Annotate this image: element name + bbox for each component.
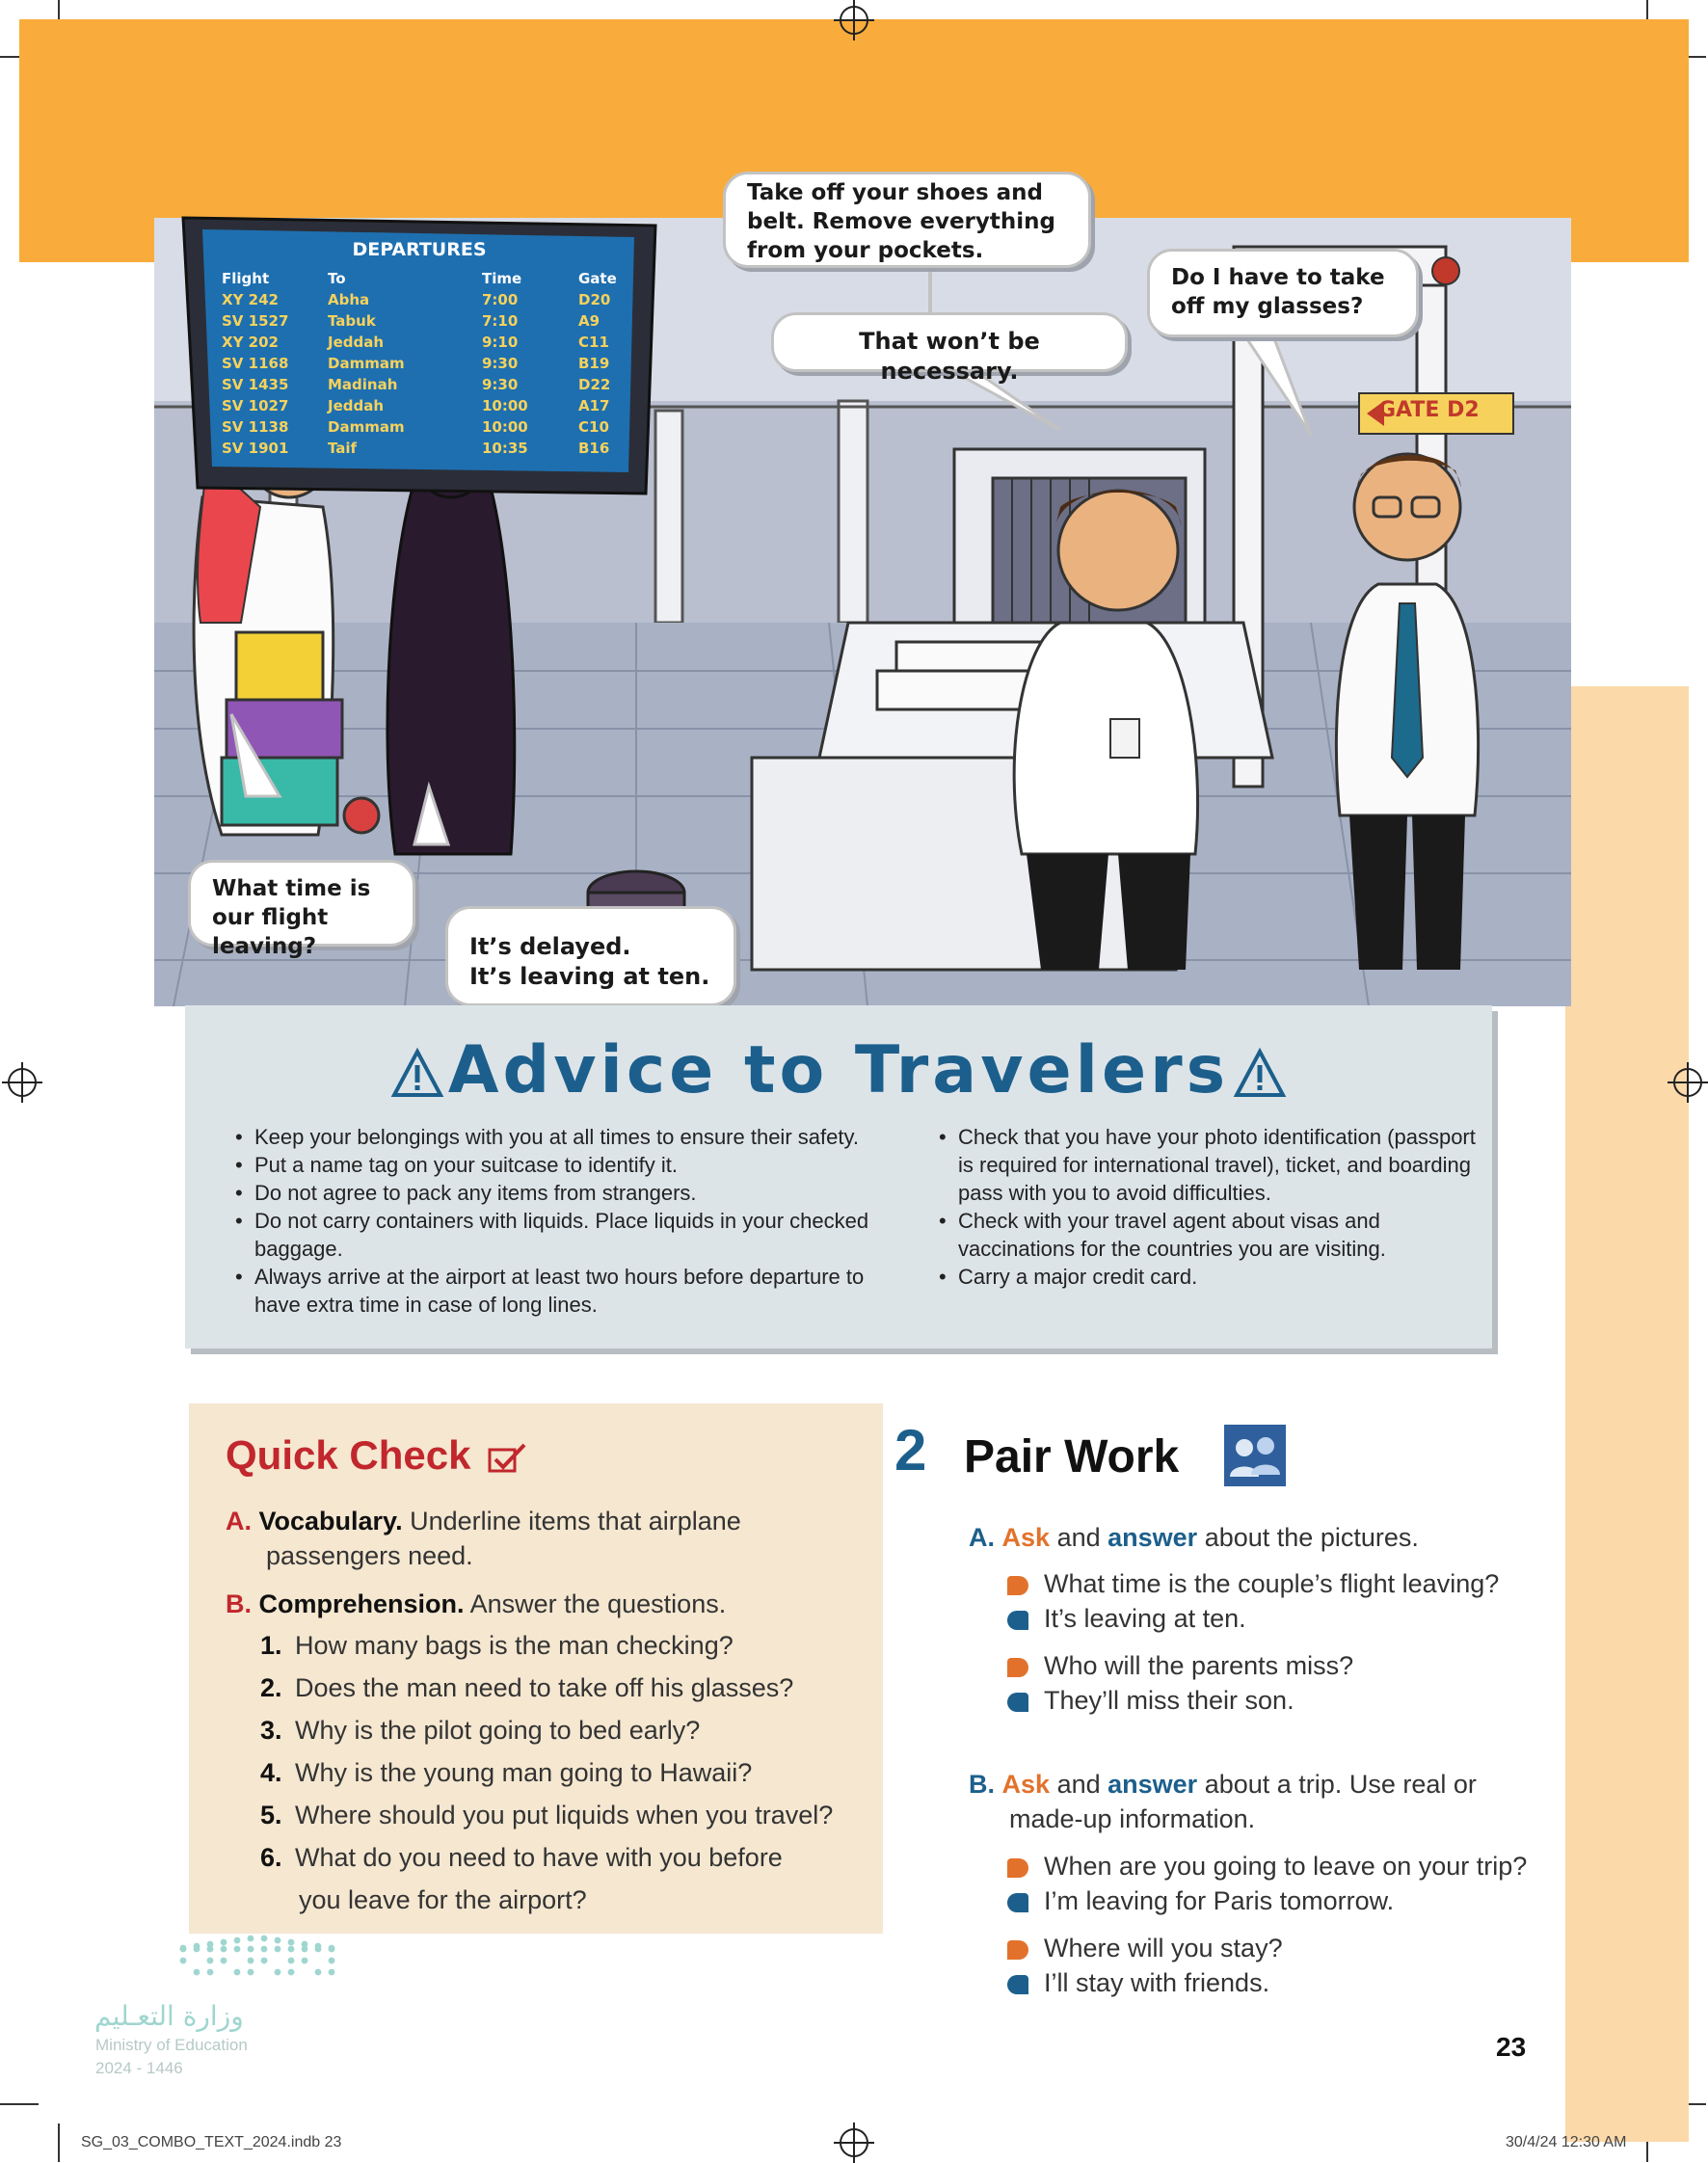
logo-dot (248, 1936, 254, 1942)
board-cell: Dammam (328, 355, 405, 372)
board-cell: SV 1435 (222, 376, 289, 393)
pair-b-ask: Ask (1001, 1770, 1051, 1799)
dialog-text: I’m leaving for Paris tomorrow. (1044, 1886, 1395, 1915)
dialog-line (1007, 1651, 1353, 1681)
advice-tip: • Always arrive at the airport at least two hours before departure to have extra time in case of long lines. (233, 1263, 908, 1319)
advice-tip: • Check with your travel agent about visas and vaccinations for the countries you are visiting. (937, 1207, 1477, 1263)
question-text: How many bags is the man checking? (295, 1631, 734, 1660)
pair-b-answer: answer (1108, 1770, 1198, 1799)
question-item (260, 1716, 700, 1746)
board-cell: XY 202 (222, 334, 279, 351)
speech-bubble-what-time: What time is our flight leaving? (188, 860, 415, 947)
board-cell: Tabuk (328, 312, 376, 330)
footer-file: SG_03_COMBO_TEXT_2024.indb 23 (81, 2134, 342, 2150)
board-column-header: Flight (222, 270, 270, 287)
checkmark-icon (488, 1442, 526, 1475)
advice-tip: • Put a name tag on your suitcase to identify it. (233, 1151, 908, 1179)
pair-work-b-instruction (969, 1770, 1477, 1800)
board-cell: XY 242 (222, 291, 279, 308)
board-cell: Madinah (328, 376, 398, 393)
speech-bubble-shoes: Take off your shoes and belt. Remove everything from your pockets. (723, 172, 1091, 268)
question-item (260, 1673, 793, 1703)
board-cell: Taif (328, 440, 358, 457)
pair-work-a-instruction (969, 1523, 1419, 1553)
logo-dot (207, 1958, 214, 1964)
logo-dot (275, 1969, 281, 1976)
logo-dot (221, 1939, 227, 1946)
board-column-header: Time (482, 270, 522, 287)
board-cell: C11 (578, 334, 609, 351)
board-cell: B16 (578, 440, 610, 457)
quick-check-title (226, 1432, 526, 1479)
dialog-line (1007, 1934, 1283, 1963)
board-header-row (222, 268, 617, 289)
logo-dot (329, 1946, 335, 1953)
pair-b-and: and (1056, 1770, 1101, 1799)
board-cell: Dammam (328, 418, 405, 436)
logo-dot (194, 1969, 200, 1976)
question-text: Where should you put liquids when you travel? (295, 1801, 834, 1829)
dialog-text: It’s leaving at ten. (1044, 1604, 1246, 1633)
question-number: 6. (260, 1843, 282, 1872)
board-cell: 9:30 (482, 376, 519, 393)
board-cell: 7:00 (482, 291, 519, 308)
logo-dot (221, 1946, 227, 1953)
question-text: What do you need to have with you before (295, 1843, 783, 1872)
logo-dot (248, 1958, 254, 1964)
ministry-english: Ministry of Education (95, 2036, 248, 2054)
logo-dot (261, 1946, 268, 1953)
advice-right-list (937, 1123, 1477, 1291)
board-cell: SV 1027 (222, 397, 289, 414)
question-number: 3. (260, 1716, 282, 1745)
pair-b-tail: about a trip. Use real or (1204, 1770, 1477, 1799)
dialog-text: I’ll stay with friends. (1044, 1968, 1270, 1997)
vocabulary-text: Underline items that airplane (410, 1507, 741, 1535)
board-cell: Jeddah (328, 334, 385, 351)
board-cell: SV 1138 (222, 418, 289, 436)
section-number: 2 (894, 1418, 927, 1482)
board-row (222, 332, 617, 353)
board-row (222, 374, 617, 395)
pair-b-letter: B. (969, 1770, 995, 1799)
logo-dot (180, 1958, 187, 1964)
board-cell: 10:35 (482, 440, 528, 457)
logo-dot (261, 1936, 268, 1942)
speech-bubble-blue-icon (1007, 1693, 1028, 1712)
board-cell: D22 (578, 376, 611, 393)
warning-icon (392, 1049, 442, 1099)
question-number: 4. (260, 1758, 282, 1787)
board-row (222, 289, 617, 310)
logo-dot (275, 1937, 281, 1944)
advice-tip: • Do not carry containers with liquids. Place liquids in your checked baggage. (233, 1207, 908, 1263)
logo-dot (248, 1969, 254, 1976)
board-row (222, 395, 617, 416)
logo-dot (315, 1946, 322, 1953)
comprehension-letter: B. (226, 1589, 252, 1618)
dialog-line (1007, 1569, 1499, 1599)
side-peach-band (1565, 686, 1689, 2142)
question-text: Does the man need to take off his glasses? (295, 1673, 794, 1702)
question-text: Why is the pilot going to bed early? (295, 1716, 701, 1745)
dialog-text: What time is the couple’s flight leaving? (1044, 1569, 1500, 1598)
comprehension-instruction (226, 1589, 726, 1619)
dialog-line (1007, 1886, 1394, 1916)
question-item (260, 1631, 734, 1661)
ministry-logo-dots (175, 1930, 339, 1982)
board-cell: SV 1168 (222, 355, 289, 372)
dialog-text: Who will the parents miss? (1044, 1651, 1354, 1680)
dialog-text: They’ll miss their son. (1044, 1686, 1294, 1715)
logo-dot (234, 1946, 241, 1953)
pair-a-tail: about the pictures. (1204, 1523, 1419, 1552)
advice-tip: • Keep your belongings with you at all times to ensure their safety. (233, 1123, 908, 1151)
vocabulary-instruction-cont: passengers need. (266, 1541, 473, 1570)
speech-bubble-orange-icon (1007, 1576, 1028, 1595)
footer-date: 30/4/24 12:30 AM (1506, 2134, 1627, 2150)
dialog-text: When are you going to leave on your trip? (1044, 1852, 1528, 1881)
pair-a-ask: Ask (1001, 1523, 1051, 1552)
registration-mark (1673, 1068, 1702, 1097)
board-row (222, 310, 617, 332)
board-cell: A17 (578, 397, 610, 414)
board-cell: SV 1527 (222, 312, 289, 330)
comprehension-label: Comprehension. (258, 1589, 465, 1618)
registration-mark (840, 6, 868, 35)
board-column-header: To (328, 270, 346, 287)
logo-dot (302, 1958, 308, 1964)
board-cell: SV 1901 (222, 440, 289, 457)
pair-a-and: and (1056, 1523, 1101, 1552)
registration-mark (8, 1068, 37, 1097)
logo-dot (315, 1969, 322, 1976)
pair-a-answer: answer (1108, 1523, 1198, 1552)
vocabulary-label: Vocabulary. (258, 1507, 403, 1535)
departures-board (222, 239, 617, 459)
speech-bubble-necessary: That won’t be necessary. (771, 312, 1128, 372)
logo-dot (302, 1946, 308, 1953)
advice-left-list (233, 1123, 908, 1319)
speech-bubble-orange-icon (1007, 1658, 1028, 1677)
logo-dot (329, 1958, 335, 1964)
logo-dot (275, 1946, 281, 1953)
board-cell: 7:10 (482, 312, 519, 330)
logo-dot (329, 1969, 335, 1976)
ministry-year: 2024 - 1446 (95, 2059, 183, 2077)
vocabulary-instruction (226, 1507, 741, 1536)
question-number: 5. (260, 1801, 282, 1829)
question-number: 2. (260, 1673, 282, 1702)
speech-bubble-blue-icon (1007, 1975, 1028, 1994)
gate-sign: GATE D2 (1378, 398, 1480, 422)
question-item (260, 1758, 752, 1788)
airport-illustration (154, 180, 1571, 1006)
dialog-line (1007, 1968, 1269, 1998)
warning-icon (1235, 1049, 1285, 1099)
board-cell: Abha (328, 291, 370, 308)
dialog-line (1007, 1604, 1246, 1634)
delayed-line-1: It’s delayed. (469, 933, 631, 960)
pair-a-letter: A. (969, 1523, 995, 1552)
board-column-header: Gate (578, 270, 617, 287)
board-table (222, 268, 617, 459)
advice-tip: • Check that you have your photo identification (passport is required for international travel), ticket, and boarding pass with you to avoid difficulties. (937, 1123, 1477, 1207)
logo-dot (207, 1946, 214, 1953)
board-row (222, 438, 617, 459)
question-text-cont: you leave for the airport? (299, 1885, 587, 1914)
speech-bubble-blue-icon (1007, 1893, 1028, 1912)
question-item (260, 1843, 783, 1873)
logo-dot (221, 1958, 227, 1964)
speech-bubble-orange-icon (1007, 1940, 1028, 1960)
board-cell: 9:30 (482, 355, 519, 372)
board-cell: B19 (578, 355, 610, 372)
board-row (222, 416, 617, 438)
dialog-text: Where will you stay? (1044, 1934, 1283, 1963)
logo-dot (288, 1939, 295, 1946)
page-number: 23 (1496, 2032, 1527, 2062)
question-number: 1. (260, 1631, 282, 1660)
vocabulary-letter: A. (226, 1507, 252, 1535)
logo-dot (180, 1946, 187, 1953)
question-item (260, 1801, 833, 1830)
logo-dot (288, 1958, 295, 1964)
advice-tip: • Do not agree to pack any items from strangers. (233, 1179, 908, 1207)
crop-mark (58, 2123, 60, 2162)
logo-dot (248, 1946, 254, 1953)
logo-dot (234, 1969, 241, 1976)
board-cell: 9:10 (482, 334, 519, 351)
registration-mark (840, 2128, 868, 2157)
logo-dot (207, 1969, 214, 1976)
speech-bubble-orange-icon (1007, 1858, 1028, 1878)
pair-work-b-instruction-cont: made-up information. (1009, 1804, 1256, 1833)
advice-box (185, 1005, 1492, 1349)
crop-mark (0, 2103, 39, 2105)
quick-check-panel (189, 1403, 883, 1934)
dialog-line (1007, 1686, 1294, 1716)
board-cell: 10:00 (482, 418, 528, 436)
pair-work-title: Pair Work (964, 1431, 1180, 1482)
advice-tip: • Carry a major credit card. (937, 1263, 1477, 1291)
logo-dot (194, 1946, 200, 1953)
board-cell: D20 (578, 291, 611, 308)
ministry-arabic: وزارة التعـليم (94, 2000, 244, 2032)
dialog-line (1007, 1852, 1527, 1882)
board-row (222, 353, 617, 374)
advice-title-text: Advice to Travelers (447, 1032, 1230, 1108)
board-title: DEPARTURES (352, 239, 487, 260)
question-text: Why is the young man going to Hawaii? (295, 1758, 753, 1787)
logo-dot (261, 1958, 268, 1964)
board-cell: Jeddah (328, 397, 385, 414)
speech-bubble-delayed (445, 906, 736, 1006)
speech-bubble-blue-icon (1007, 1611, 1028, 1630)
logo-dot (288, 1946, 295, 1953)
logo-dot (234, 1937, 241, 1944)
pair-work-icon (1224, 1425, 1286, 1486)
quick-check-title-text: Quick Check (226, 1432, 471, 1478)
advice-title (185, 1032, 1492, 1108)
logo-dot (288, 1969, 295, 1976)
comprehension-text: Answer the questions. (469, 1589, 727, 1618)
board-cell: 10:00 (482, 397, 528, 414)
delayed-line-2: It’s leaving at ten. (469, 963, 710, 990)
speech-bubble-glasses: Do I have to take off my glasses? (1147, 249, 1419, 337)
board-cell: A9 (578, 312, 600, 330)
board-cell: C10 (578, 418, 609, 436)
